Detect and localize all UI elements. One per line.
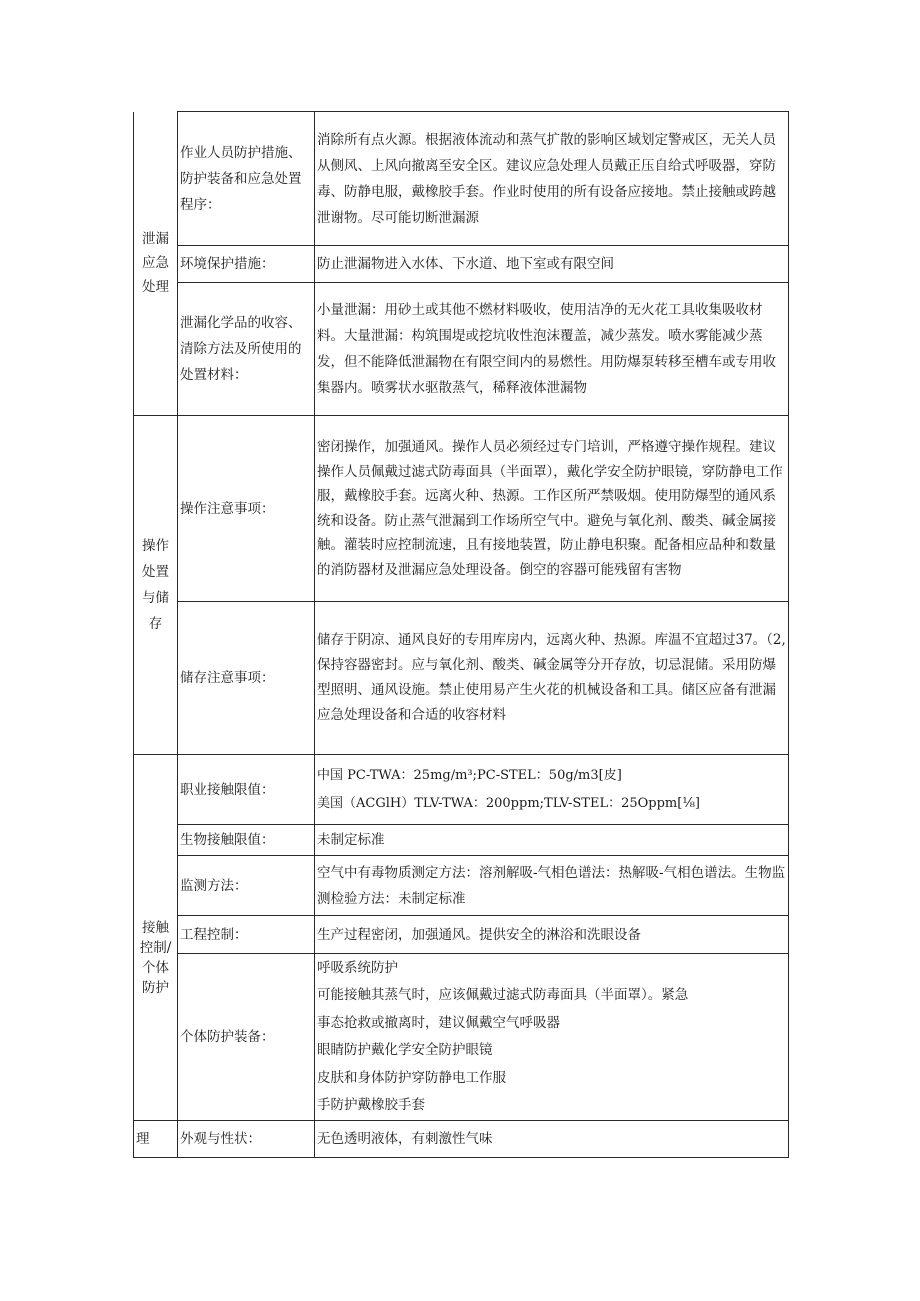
section-title-line: 个体 [142, 959, 169, 976]
row-value: 防止泄漏物进入水体、下水道、地下室或有限空间 [315, 246, 789, 283]
msds-sheet [133, 111, 788, 1158]
section-title-line: 接触 [142, 919, 169, 936]
table-row [134, 602, 789, 755]
row-label: 储存注意事项： [178, 602, 315, 755]
row-label: 生物接触限值： [178, 825, 315, 856]
row-value [315, 755, 789, 825]
row-value: 空气中有毒物质测定方法：溶剂解吸-气相色谱法：热解吸-气相色谱法。生物监测检验方法：未制定标准 [315, 856, 789, 916]
row-label: 作业人员防护措施、防护装备和应急处置程序： [178, 112, 315, 246]
value-line: 美国（ACGlH）TLV-TWA：200ppm;TLV-STEL：25Oppm[⅛] [317, 795, 700, 811]
section-title-line: 理 [136, 1131, 150, 1147]
row-value: 储存于阴凉、通风良好的专用库房内，远离火种、热源。库温不宜超过37。（2,保持容器密封。应与氧化剂、酸类、碱金属等分开存放，切忌混储。采用防爆型照明、通风设施。禁止使用易产生火花的机械设备和工具。储区应备有泄漏应急处理设备和合适的收容材料 [315, 602, 789, 755]
row-label: 操作注意事项： [178, 416, 315, 602]
table-row [134, 825, 789, 856]
section-title-line: 操作 [142, 538, 169, 554]
value-line: 事态抢救或撤离时，建议佩戴空气呼吸器 [317, 1014, 560, 1031]
row-label: 泄漏化学品的收容、清除方法及所使用的处置材料： [178, 283, 315, 416]
row-label: 个体防护装备： [178, 954, 315, 1121]
row-label: 外观与性状： [178, 1121, 315, 1158]
value-line: 可能接触其蒸气时，应该佩戴过滤式防毒面具（半面罩）。紧急 [317, 987, 689, 1003]
value-line: 呼吸系统防护 [317, 959, 398, 976]
table-row [134, 112, 789, 246]
table-row [134, 246, 789, 283]
row-label: 监测方法： [178, 856, 315, 916]
section-title-line: 控制/ [139, 939, 172, 956]
section-title-line: 泄漏 [142, 231, 169, 248]
section-title-line: 与储 [142, 590, 169, 606]
section-title-spill [134, 112, 178, 416]
section-title-line: 防护 [142, 979, 169, 996]
msds-table [133, 111, 789, 1158]
value-line: 手防护戴橡胶手套 [317, 1097, 425, 1113]
row-value: 消除所有点火源。根据液体流动和蒸气扩散的影响区域划定警戒区，无关人员从侧风、上风向撤离至安全区。建议应急处理人员戴正压自给式呼吸器，穿防毒、防静电服，戴橡胶手套。作业时使用的所有设备应接地。禁止接触或跨越泄谢物。尽可能切断泄漏源 [315, 112, 789, 246]
table-row [134, 755, 789, 825]
row-label: 环境保护措施： [178, 246, 315, 283]
section-title-exposure [134, 755, 178, 1121]
table-row [134, 954, 789, 1121]
row-value: 密闭操作，加强通风。操作人员必须经过专门培训，严格遵守操作规程。建议操作人员佩戴过滤式防毒面具（半面罩），戴化学安全防护眼镜，穿防静电工作服，戴橡胶手套。远离火种、热源。工作区所严禁吸烟。使用防爆型的通风系统和设备。防止蒸气泄漏到工作场所空气中。避免与氧化剂、酸类、碱金属接触。灌装时应控制流速，且有接地装置，防止静电积聚。配备相应品种和数量的消防器材及泄漏应急处理设备。倒空的容器可能残留有害物 [315, 416, 789, 602]
section-title-line: 存 [148, 616, 163, 632]
value-line: 眼睛防护戴化学安全防护眼镜 [317, 1042, 493, 1058]
table-row [134, 1121, 789, 1158]
row-label: 工程控制： [178, 916, 315, 954]
section-title-handling [134, 416, 178, 755]
section-title-line: 应急 [142, 255, 169, 272]
row-value: 未制定标准 [315, 825, 789, 856]
section-title-line: 处置 [142, 564, 169, 580]
section-title-physical [134, 1121, 178, 1158]
value-line: 中国 PC-TWA：25mg/m³;PC-STEL：50g/m3[皮] [317, 768, 622, 783]
row-value: 小量泄漏：用砂土或其他不燃材料吸收，使用洁净的无火花工具收集吸收材料。大量泄漏：构筑围堤或挖坑收性泡沫覆盖，减少蒸发。喷水雾能减少蒸发，但不能降低泄漏物在有限空间内的易燃性。用防爆泵转移至槽车或专用收集器内。喷雾状水驱散蒸气，稀释液体泄漏物 [315, 283, 789, 416]
row-value [315, 954, 789, 1121]
section-title-line: 处理 [142, 279, 169, 296]
table-row [134, 856, 789, 916]
table-row [134, 416, 789, 602]
row-value: 生产过程密闭，加强通风。提供安全的淋浴和洗眼设备 [315, 916, 789, 954]
table-row [134, 916, 789, 954]
value-line: 皮肤和身体防护穿防静电工作服 [317, 1069, 506, 1086]
table-row [134, 283, 789, 416]
row-value: 无色透明液体，有刺激性气味 [315, 1121, 789, 1158]
row-label: 职业接触限值： [178, 755, 315, 825]
